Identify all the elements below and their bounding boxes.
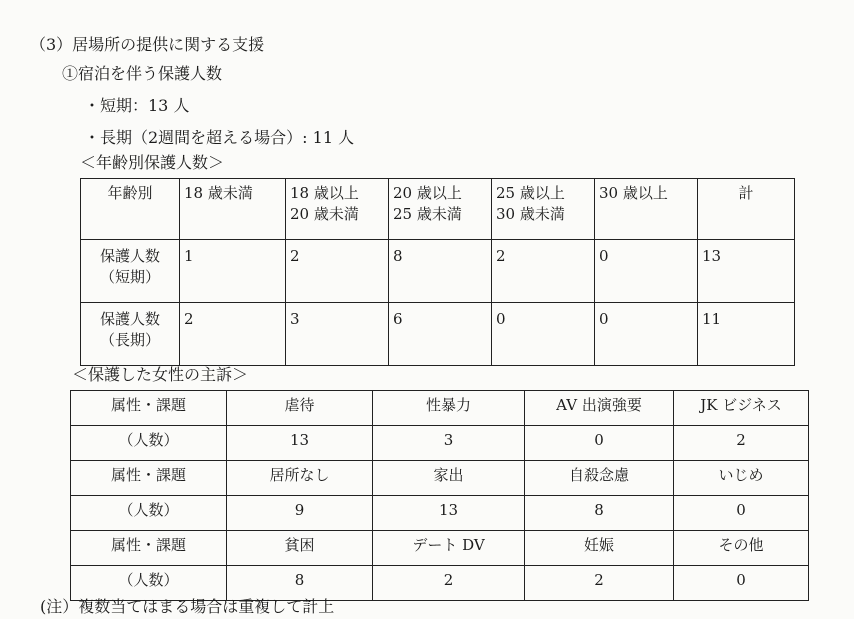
age-cell: 11 (698, 303, 795, 366)
bullet-short-term: ・短期：13 人 (84, 96, 190, 115)
age-cell: 0 (595, 303, 698, 366)
age-table-header-row (81, 179, 795, 240)
attribute-cell: いじめ (674, 461, 809, 496)
age-header-cell: 計 (698, 179, 795, 240)
attribute-cell: 自殺念慮 (525, 461, 674, 496)
attribute-label: 属性・課題 (71, 531, 227, 566)
attribute-cell: JK ビジネス (674, 391, 809, 426)
age-table (80, 178, 795, 366)
count-cell: 3 (373, 426, 525, 461)
count-cell: 8 (227, 566, 373, 601)
count-label: （人数） (71, 496, 227, 531)
attribute-label: 属性・課題 (71, 461, 227, 496)
attribute-cell: 性暴力 (373, 391, 525, 426)
count-cell: 0 (674, 496, 809, 531)
count-label: （人数） (71, 566, 227, 601)
age-header-cell: 30 歳以上 (595, 179, 698, 240)
age-cell: 2 (180, 303, 286, 366)
count-cell: 2 (373, 566, 525, 601)
subheading: ①宿泊を伴う保護人数 (62, 64, 223, 83)
attribute-cell: 貧困 (227, 531, 373, 566)
count-cell: 0 (525, 426, 674, 461)
row-label: 保護人数 （短期） (81, 240, 180, 303)
attribute-cell: 妊娠 (525, 531, 674, 566)
table-row (71, 531, 809, 566)
attribute-cell: 家出 (373, 461, 525, 496)
count-cell: 9 (227, 496, 373, 531)
attribute-label: 属性・課題 (71, 391, 227, 426)
count-cell: 13 (373, 496, 525, 531)
age-cell: 1 (180, 240, 286, 303)
footnote: (注）複数当てはまる場合は重複して計上 (40, 597, 335, 616)
table-row (81, 240, 795, 303)
attribute-cell: その他 (674, 531, 809, 566)
table-row (71, 391, 809, 426)
complaint-table (70, 390, 809, 601)
age-header-cell: 20 歳以上 25 歳未満 (389, 179, 492, 240)
age-cell: 13 (698, 240, 795, 303)
count-label: （人数） (71, 426, 227, 461)
age-header-cell: 18 歳以上 20 歳未満 (286, 179, 389, 240)
complaint-table-title: ＜保護した女性の主訴＞ (72, 365, 249, 384)
count-cell: 2 (525, 566, 674, 601)
row-label: 保護人数 （長期） (81, 303, 180, 366)
count-cell: 13 (227, 426, 373, 461)
attribute-cell: デート DV (373, 531, 525, 566)
age-cell: 0 (492, 303, 595, 366)
age-header-cell: 18 歳未満 (180, 179, 286, 240)
table-row (71, 461, 809, 496)
bullet-long-term: ・長期（2週間を超える場合）: 11 人 (84, 128, 355, 147)
age-cell: 0 (595, 240, 698, 303)
age-cell: 8 (389, 240, 492, 303)
attribute-cell: 居所なし (227, 461, 373, 496)
age-cell: 2 (286, 240, 389, 303)
age-table-title: ＜年齢別保護人数＞ (80, 153, 225, 172)
age-cell: 6 (389, 303, 492, 366)
attribute-cell: AV 出演強要 (525, 391, 674, 426)
age-cell: 2 (492, 240, 595, 303)
age-header-cell: 25 歳以上 30 歳未満 (492, 179, 595, 240)
age-cell: 3 (286, 303, 389, 366)
section-heading: （3）居場所の提供に関する支援 (30, 35, 265, 54)
table-row (71, 496, 809, 531)
attribute-cell: 虐待 (227, 391, 373, 426)
age-header-cell: 年齢別 (81, 179, 180, 240)
count-cell: 8 (525, 496, 674, 531)
count-cell: 0 (674, 566, 809, 601)
count-cell: 2 (674, 426, 809, 461)
table-row (71, 426, 809, 461)
table-row (81, 303, 795, 366)
